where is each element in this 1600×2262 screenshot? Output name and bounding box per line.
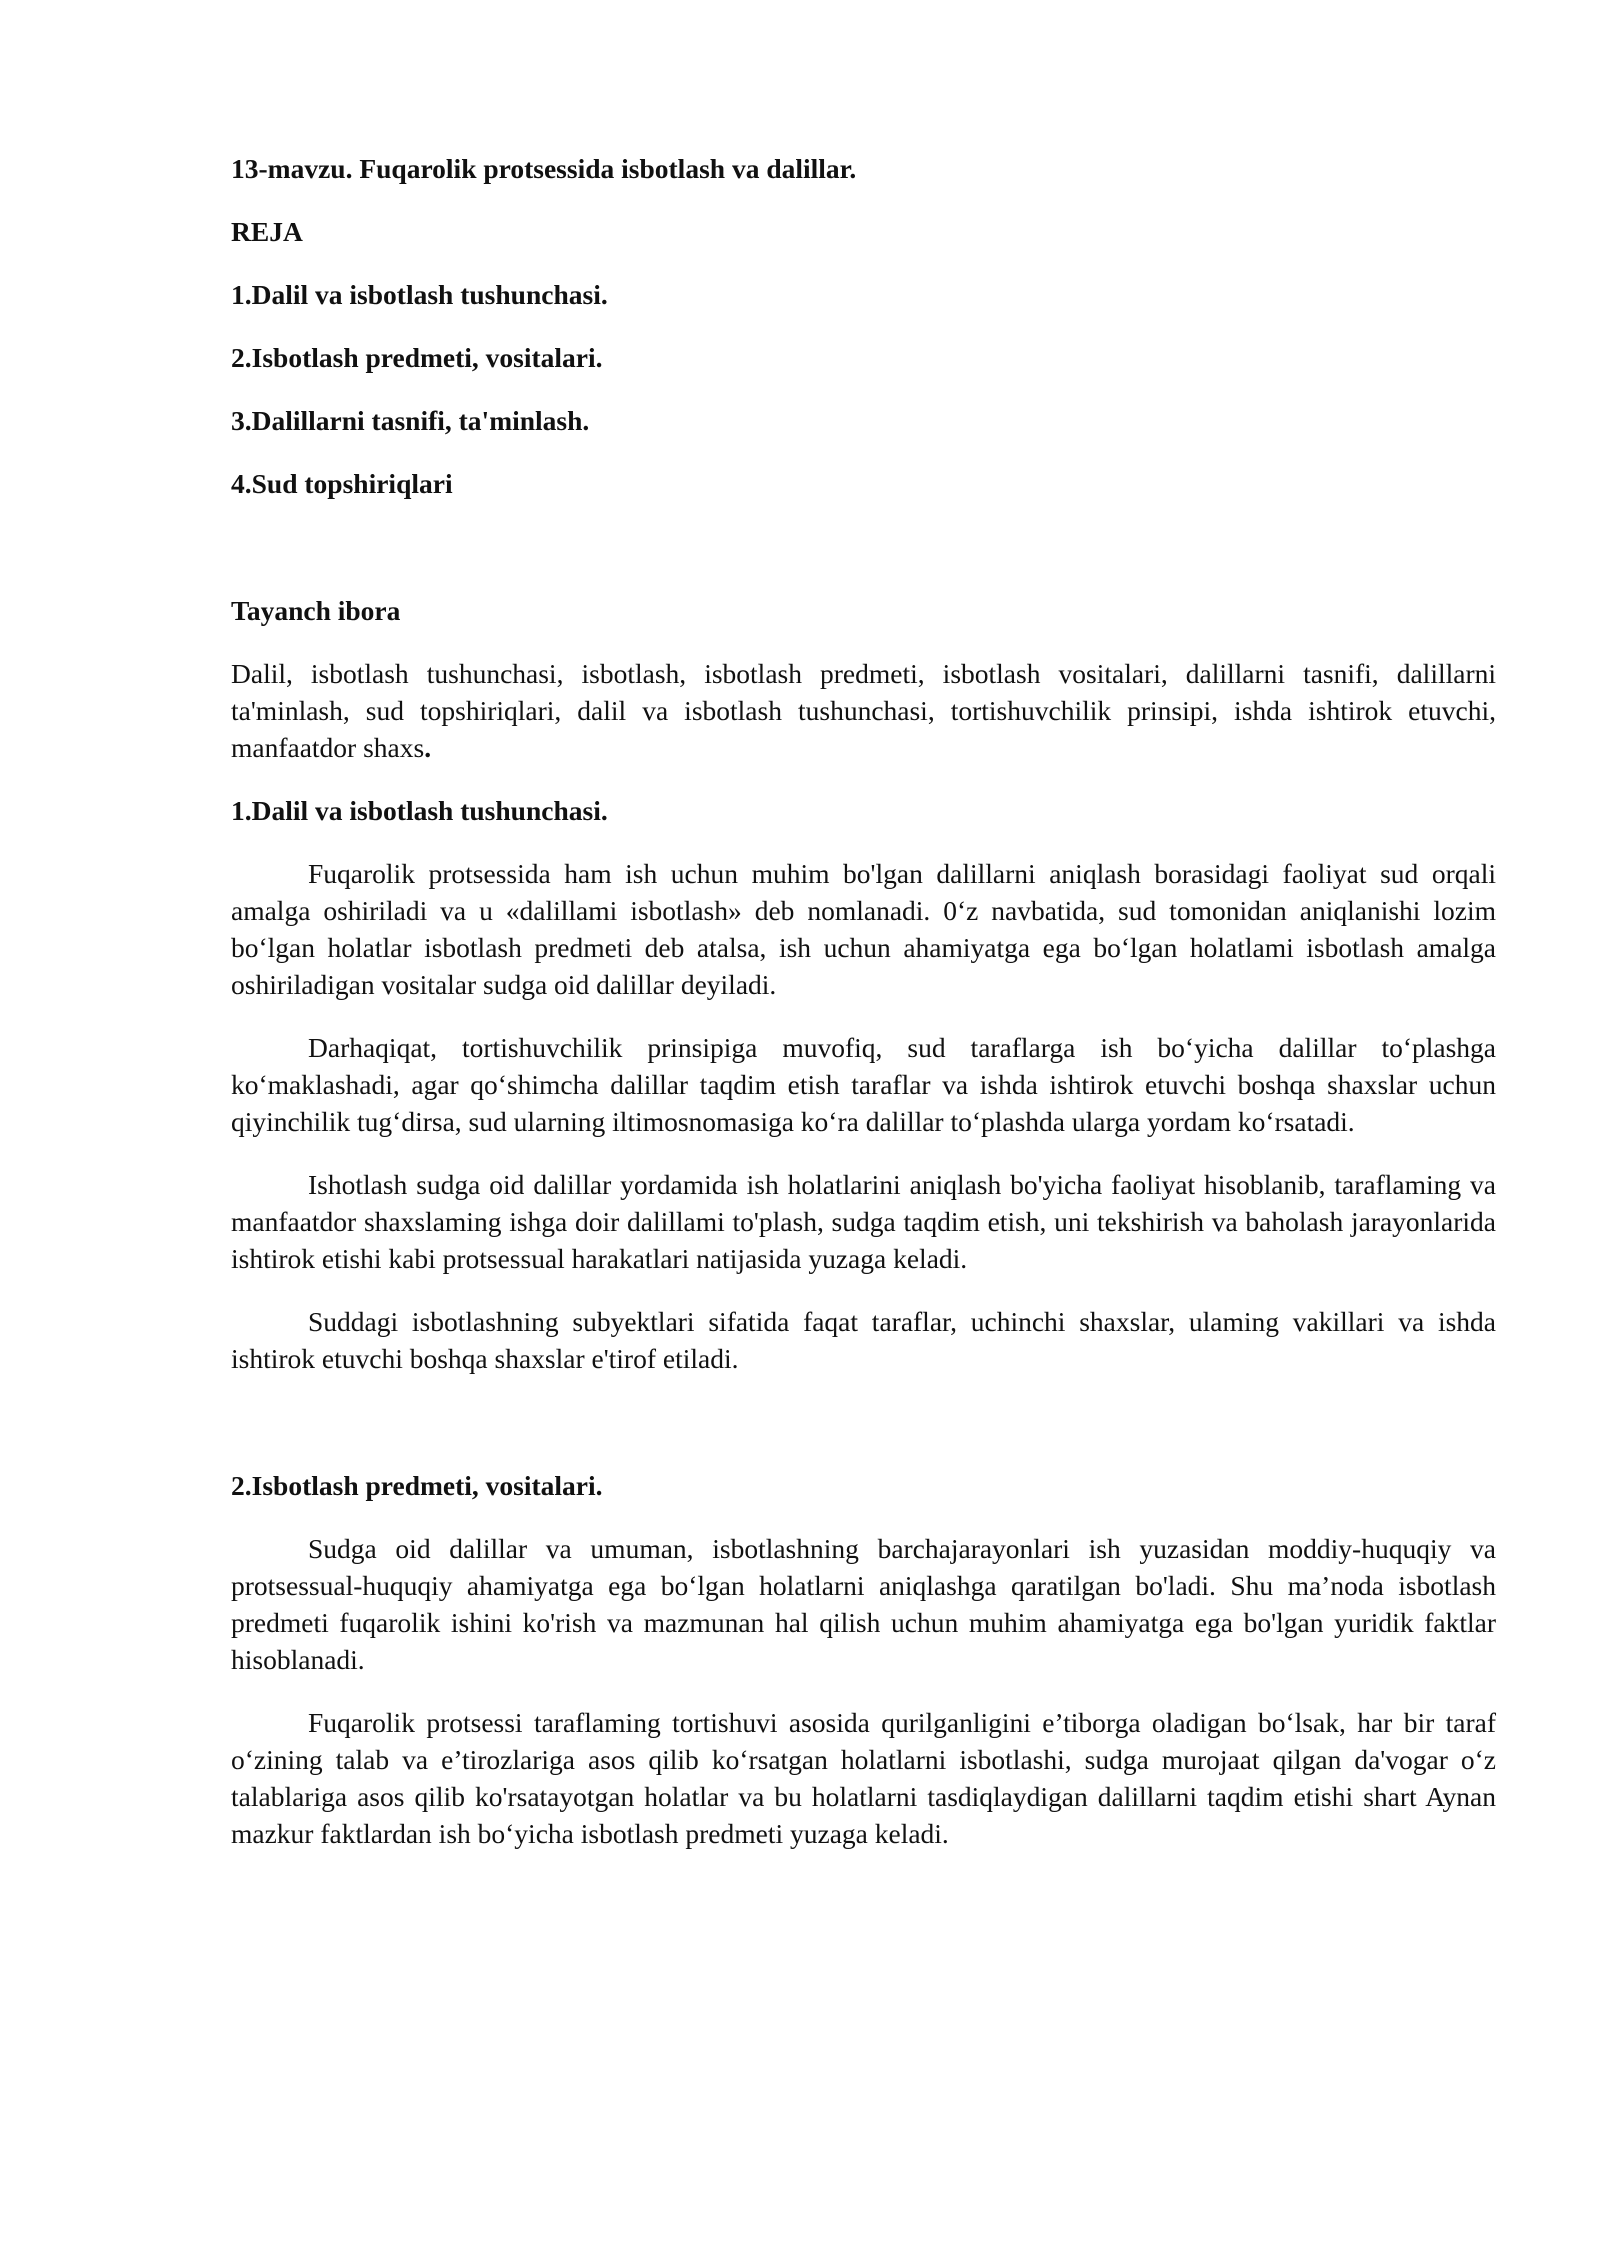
- plan-item-3: 3.Dalillarni tasnifi, ta'minlash.: [231, 405, 590, 436]
- keywords-heading: Tayanch ibora: [231, 595, 401, 626]
- section-1-paragraph-4: Suddagi isbotlashning subyektlari sifatida faqat taraflar, uchinchi shaxslar, ulaming vakillari va ishda ishtirok etuvchi boshqa shaxslar e'tirof etiladi.: [231, 1306, 1496, 1374]
- keywords-text: [231, 655, 1496, 766]
- section-1-paragraph-1: Fuqarolik protsessida ham ish uchun muhim bo'lgan dalillarni aniqlash borasidagi faoliyat sud orqali amalga oshiriladi va u «dalillami isbotlash» deb nomlanadi. 0‘z navbatida, sud tomonidan aniqlanishi lozim bo‘lgan holatlar isbotlash predmeti deb atalsa, ish uchun ahamiyatga ega bo‘lgan holatlami isbotlash amalga oshiriladigan vositalar sudga oid dalillar deyiladi.: [231, 858, 1496, 1000]
- keywords-body: Dalil, isbotlash tushunchasi, isbotlash, isbotlash predmeti, isbotlash vositalari, dalillarni tasnifi, dalillarni ta'minlash, sud topshiriqlari, dalil va isbotlash tushunchasi, tortishuvchilik prinsipi, ishda ishtirok etuvchi, manfaatdor shaxs: [231, 658, 1496, 763]
- plan-item-1: 1.Dalil va isbotlash tushunchasi.: [231, 279, 608, 310]
- plan-heading: REJA: [231, 216, 303, 247]
- document-title: 13-mavzu. Fuqarolik protsessida isbotlash va dalillar.: [231, 153, 857, 184]
- section-1-paragraph-3: Ishotlash sudga oid dalillar yordamida ish holatlarini aniqlash bo'yicha faoliyat hisoblanib, taraflaming va manfaatdor shaxslaming ishga doir dalillami to'plash, sudga taqdim etish, uni tekshirish va baholash jarayonlarida ishtirok etishi kabi protsessual harakatlari natijasida yuzaga keladi.: [231, 1169, 1496, 1274]
- section-1-heading: 1.Dalil va isbotlash tushunchasi.: [231, 795, 608, 826]
- section-2-paragraph-1: Sudga oid dalillar va umuman, isbotlashning barchajarayonlari ish yuzasidan moddiy-huquqiy va protsessual-huquqiy ahamiyatga ega bo‘lgan holatlarni aniqlashga qaratilgan bo'ladi. Shu ma’noda isbotlash predmeti fuqarolik ishini ko'rish va mazmunan hal qilish uchun muhim ahamiyatga ega bo'lgan yuridik faktlar hisoblanadi.: [231, 1533, 1496, 1675]
- section-1-paragraph-2: Darhaqiqat, tortishuvchilik prinsipiga muvofiq, sud taraflarga ish bo‘yicha dalillar to‘plashga ko‘maklashadi, agar qo‘shimcha dalillar taqdim etish taraflar va ishda ishtirok etuvchi boshqa shaxslar uchun qiyinchilik tug‘dirsa, sud ularning iltimosnomasiga ko‘ra dalillar to‘plashda ularga yordam ko‘rsatadi.: [231, 1032, 1496, 1137]
- plan-item-4: 4.Sud topshiriqlari: [231, 468, 453, 499]
- document-page: [231, 150, 1496, 1878]
- section-2-paragraph-2: Fuqarolik protsessi taraflaming tortishuvi asosida qurilganligini e’tiborga oladigan bo‘lsak, har bir taraf o‘zining talab va e’tirozlariga asos qilib ko‘rsatgan holatlarni isbotlashi, sudga murojaat qilgan da'vogar o‘z talablariga asos qilib ko'rsatayotgan holatlar va bu holatlarni tasdiqlaydigan dalillarni taqdim etishi shart Aynan mazkur faktlardan ish bo‘yicha isbotlash predmeti yuzaga keladi.: [231, 1707, 1496, 1849]
- keywords-end: .: [424, 732, 432, 763]
- section-2-heading: 2.Isbotlash predmeti, vositalari.: [231, 1470, 603, 1501]
- plan-item-2: 2.Isbotlash predmeti, vositalari.: [231, 342, 603, 373]
